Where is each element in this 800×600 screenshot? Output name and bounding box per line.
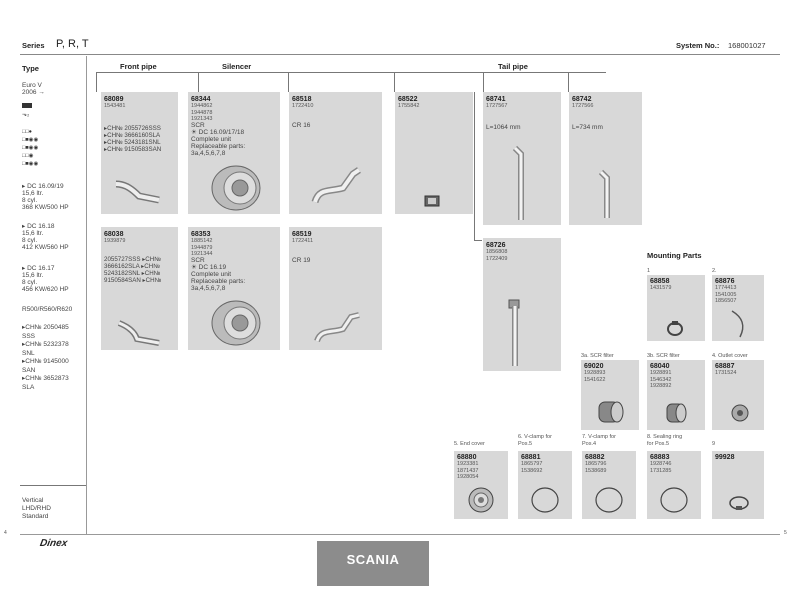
oem-numbers: 1928893 1541622	[584, 370, 606, 383]
connector-tail-down	[474, 92, 475, 240]
dinex-logo: Dinex	[39, 538, 69, 549]
part-number: 68883	[650, 454, 670, 461]
mount-label-1: 1	[647, 268, 651, 274]
pipe-drawing	[309, 166, 369, 206]
silencer-drawing	[208, 162, 268, 212]
part-number: 68887	[715, 363, 735, 370]
mount-label-9: 9	[712, 441, 716, 447]
silencer-drawing	[208, 297, 268, 347]
part-card-68881[interactable]	[518, 451, 572, 519]
part-number: 68040	[650, 363, 670, 370]
tail-pipe-header: Tail pipe	[498, 62, 528, 71]
part-number: 99928	[715, 454, 735, 461]
part-length: L=1064 mm	[486, 124, 521, 131]
oem-numbers: 1727567	[486, 103, 508, 109]
part-number: 69020	[584, 363, 604, 370]
engine-3: ▸ DC 16.17 15,6 ltr. 8 cyl. 456 KW/620 HP	[22, 265, 69, 293]
page-number-left: 4	[4, 530, 7, 536]
oem-numbers: 1928891 1546342 1928892	[650, 370, 672, 389]
system-value: 168001027	[728, 41, 766, 50]
part-length: L=734 mm	[572, 124, 603, 131]
part-card-68880[interactable]	[454, 451, 508, 519]
oem-numbers: 1856808 1722409	[486, 249, 508, 262]
model-range: R500/R560/R620	[22, 306, 73, 313]
part-card-68038[interactable]	[101, 227, 178, 350]
scania-brand-label: SCANIA	[346, 552, 400, 567]
part-card-68741[interactable]	[483, 92, 561, 225]
oem-numbers: 1939879	[104, 238, 126, 244]
connector-silencer	[198, 72, 199, 92]
part-number: 68742	[572, 96, 592, 103]
oem-numbers: 1865797 1538692	[521, 461, 543, 474]
part-number: 68741	[486, 96, 506, 103]
part-number: 68882	[585, 454, 605, 461]
mount-label-6: 6. V-clamp for Pos.5	[518, 434, 552, 447]
clamp-drawing	[726, 493, 752, 513]
front-pipe-header: Front pipe	[120, 62, 157, 71]
part-card-68742[interactable]	[569, 92, 642, 225]
mount-label-2: 2.	[712, 268, 717, 274]
part-card-68858[interactable]	[647, 275, 705, 341]
part-number: 68089	[104, 96, 124, 103]
tail-pipe-drawing	[507, 296, 531, 368]
mount-label-4: 4. Outlet cover	[712, 353, 748, 359]
v-clamp-drawing	[592, 485, 626, 515]
header-rule	[20, 54, 780, 55]
top-connector	[96, 72, 606, 73]
part-description: ▸CH№ 2055726SSS ▸CH№ 3666160SLA ▸CH№ 5243181SNL ▸CH№ 9150583SAN	[104, 125, 162, 153]
clamp-drawing	[423, 194, 443, 210]
system-label: System No.:	[676, 41, 720, 50]
part-number: 68881	[521, 454, 541, 461]
left-column-divider	[86, 56, 87, 534]
part-card-68344[interactable]	[188, 92, 280, 214]
connector-68518	[288, 72, 289, 92]
part-description: 2055727SSS ▸CH№ 3666162SLA ▸CH№ 5243182SNL ▸CH№ 9150584SAN ▸CH№	[104, 256, 162, 284]
mounting-parts-header: Mounting Parts	[647, 251, 702, 260]
oem-numbers: 1543481	[104, 103, 126, 109]
part-card-68887[interactable]	[712, 360, 764, 430]
type-label: Type	[22, 64, 39, 73]
outlet-cover-drawing	[728, 402, 752, 424]
oem-numbers: 1731524	[715, 370, 737, 376]
clamp-ring-drawing	[663, 319, 687, 337]
config-text: Vertical LHD/RHD Standard	[22, 497, 51, 520]
euro-standard: Euro V 2006 →	[22, 82, 45, 96]
part-card-68519[interactable]	[289, 227, 382, 350]
part-card-69020[interactable]	[581, 360, 639, 430]
part-card-68726[interactable]	[483, 238, 561, 371]
part-description: CR 16	[292, 122, 311, 129]
part-number: 68353	[191, 231, 211, 238]
series-value: P, R, T	[56, 38, 89, 50]
part-description: SCR ☀ DC 16.09/17/18 Complete unit Replaceable parts: 3a,4,5,6,7,8	[191, 122, 246, 157]
connector-68522	[394, 72, 395, 92]
connector-68726	[474, 240, 482, 241]
bracket-drawing	[726, 309, 752, 339]
part-card-68040[interactable]	[647, 360, 705, 430]
silencer-header: Silencer	[222, 62, 252, 71]
part-number: 68726	[486, 242, 506, 249]
front-pipe-drawing	[115, 317, 165, 347]
part-number: 68522	[398, 96, 418, 103]
part-card-68518[interactable]	[289, 92, 382, 214]
part-number: 68038	[104, 231, 124, 238]
axle-icon: ⬎₂	[22, 112, 30, 118]
part-description: SCR ☀ DC 16.19 Complete unit Replaceable parts: 3a,4,5,6,7,8	[191, 257, 246, 292]
left-bottom-rule	[20, 485, 86, 486]
part-number: 68858	[650, 278, 670, 285]
part-card-68882[interactable]	[582, 451, 636, 519]
oem-numbers: 1755842	[398, 103, 420, 109]
truck-icon	[22, 103, 32, 108]
part-card-68876[interactable]	[712, 275, 764, 341]
mount-label-3a: 3a. SCR filter	[581, 353, 614, 359]
part-description: CR 19	[292, 257, 311, 264]
front-pipe-drawing	[111, 170, 171, 210]
part-card-68353[interactable]	[188, 227, 280, 350]
chassis-numbers: ▸CH№ 2050485 SSS ▸CH№ 5232378 SNL ▸CH№ 9145000 SAN ▸CH№ 3652873 SLA	[22, 324, 69, 391]
oem-numbers: 1923381 1871437 1928054	[457, 461, 479, 480]
connector-68742	[568, 72, 569, 92]
oem-numbers: 1431579	[650, 285, 672, 291]
oem-numbers: 1928746 1731285	[650, 461, 672, 474]
oem-numbers: 1774413 1541005 1856507	[715, 285, 737, 304]
footer-rule	[20, 534, 780, 535]
connector-front	[96, 72, 97, 92]
mount-label-8: 8. Sealing ring for Pos.5	[647, 434, 683, 447]
sealing-ring-drawing	[657, 485, 691, 515]
drive-config-icons: □□● □■◉◉ □■◉◉ □□◉ □■◉◉	[22, 129, 39, 167]
series-label: Series	[22, 41, 45, 50]
part-card-99928[interactable]	[712, 451, 764, 519]
v-clamp-drawing	[528, 485, 562, 515]
part-card-68089[interactable]	[101, 92, 178, 214]
scr-filter-drawing	[663, 400, 691, 426]
oem-numbers: 1727566	[572, 103, 594, 109]
scr-filter-drawing	[595, 396, 627, 426]
oem-numbers: 1722411	[292, 238, 314, 244]
page-number-right: 5	[784, 530, 787, 536]
part-number: 68876	[715, 278, 735, 285]
engine-2: ▸ DC 16.18 15,6 ltr. 8 cyl. 412 KW/560 HP	[22, 223, 69, 251]
mount-label-7: 7. V-clamp for Pos.4	[582, 434, 616, 447]
pipe-drawing	[311, 309, 371, 345]
tail-pipe-drawing	[511, 148, 531, 223]
part-card-68522[interactable]	[395, 92, 473, 214]
connector-68741	[483, 72, 484, 92]
mount-label-3b: 3b. SCR filter	[647, 353, 680, 359]
part-number: 68518	[292, 96, 312, 103]
end-cover-drawing	[466, 485, 496, 515]
part-number: 68344	[191, 96, 211, 103]
oem-numbers: 1865796 1538689	[585, 461, 607, 474]
tail-pipe-drawing	[597, 172, 617, 222]
part-number: 68880	[457, 454, 477, 461]
part-card-68883[interactable]	[647, 451, 701, 519]
oem-numbers: 1885142 1944879 1921344	[191, 238, 213, 257]
engine-1: ▸ DC 16.09/19 15,6 ltr. 8 cyl. 368 KW/500 HP	[22, 183, 69, 211]
oem-numbers: 1944862 1944878 1921343	[191, 103, 213, 122]
oem-numbers: 1722410	[292, 103, 314, 109]
mount-label-5: 5. End cover	[454, 441, 485, 447]
part-number: 68519	[292, 231, 312, 238]
